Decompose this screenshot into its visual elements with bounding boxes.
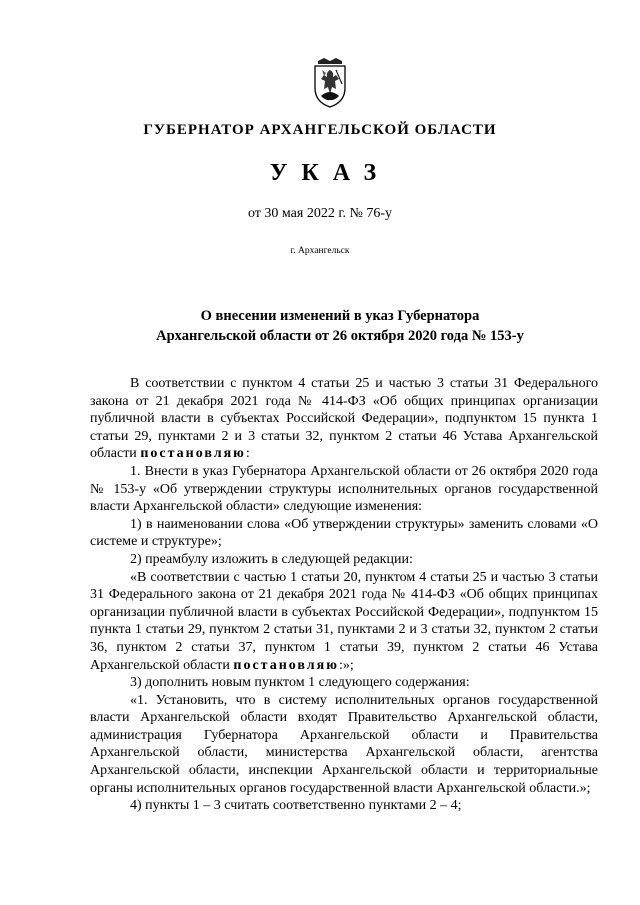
paragraph-subitem-3: 3) дополнить новым пунктом 1 следующего содержания: [130, 675, 470, 691]
issuing-authority: ГУБЕРНАТОР АРХАНГЕЛЬСКОЙ ОБЛАСТИ [143, 122, 497, 138]
title-line-1: О внесении изменений в указ Губернатора [200, 308, 480, 324]
coat-of-arms-icon [312, 58, 348, 108]
paragraph-preamble [90, 375, 598, 463]
document-city: г. Архангельск [290, 246, 350, 256]
paragraph-item-1: 1. Внести в указ Губернатора Архангельской области от 26 октября 2020 года № 153-у «Об утверждении структуры исполнительных органов государственной власти Архангельской области» следующие изменения: [90, 463, 598, 515]
paragraph-quoted-preamble [90, 569, 598, 675]
document-body [90, 375, 598, 815]
paragraph-end: : [245, 446, 250, 462]
paragraph-subitem-4: 4) пункты 1 – 3 считать соответственно пунктами 2 – 4; [130, 798, 462, 814]
document-type: УКАЗ [269, 160, 391, 186]
decree-keyword: постановляю [140, 446, 246, 462]
document-title [90, 306, 590, 346]
paragraph-subitem-2: 2) преамбулу изложить в следующей редакции: [130, 551, 413, 567]
coat-of-arms-emblem [312, 58, 348, 108]
title-line-2: Архангельской области от 26 октября 2020 года № 153-у [156, 328, 524, 344]
paragraph-subitem-1: 1) в наименовании слова «Об утверждении структуры» заменить словами «О системе и структуре»; [90, 516, 598, 550]
paragraph-text: «В соответствии с частью 1 статьи 20, пунктом 4 статьи 25 и частью 3 статьи 31 Федерального закона от 21 декабря 2021 года № 414-ФЗ «Об общих принципах организации публичной власти в субъектах Российской Федерации», подпунктом 15 пункта 1 статьи 29, пунктом 2 статьи 31, пунктами 2 и 3 статьи 32, пунктом 2 статьи 36, пунктом 2 статьи 37, пунктом 1 статьи 39, пунктом 2 статьи 46 Устава Архангельской области [90, 569, 598, 673]
decree-keyword: постановляю [233, 657, 339, 673]
document-date-number: от 30 мая 2022 г. № 76-у [247, 206, 393, 221]
paragraph-end: :»; [338, 657, 354, 673]
paragraph-text: В соответствии с пунктом 4 статьи 25 и частью 3 статьи 31 Федерального закона от 21 декабря 2021 года № 414-ФЗ «Об общих принципах организации публичной власти в субъектах Российской Федерации», подпунктом 15 пункта 1 статьи 29, пунктами 2 и 3 статьи 32, пунктом 2 статьи 46 Устава Архангельской области [90, 376, 598, 462]
paragraph-quoted-item: «1. Установить, что в систему исполнительных органов государственной власти Архангельской области входят Правительство Архангельской области, администрация Губернатора Архангельской области и Правительства Архангельской области, министерства Архангельской области, агентства Архангельской области, инспекции Архангельской области и территориальные органы исполнительных органов государственной власти Архангельской области.»; [90, 692, 598, 796]
